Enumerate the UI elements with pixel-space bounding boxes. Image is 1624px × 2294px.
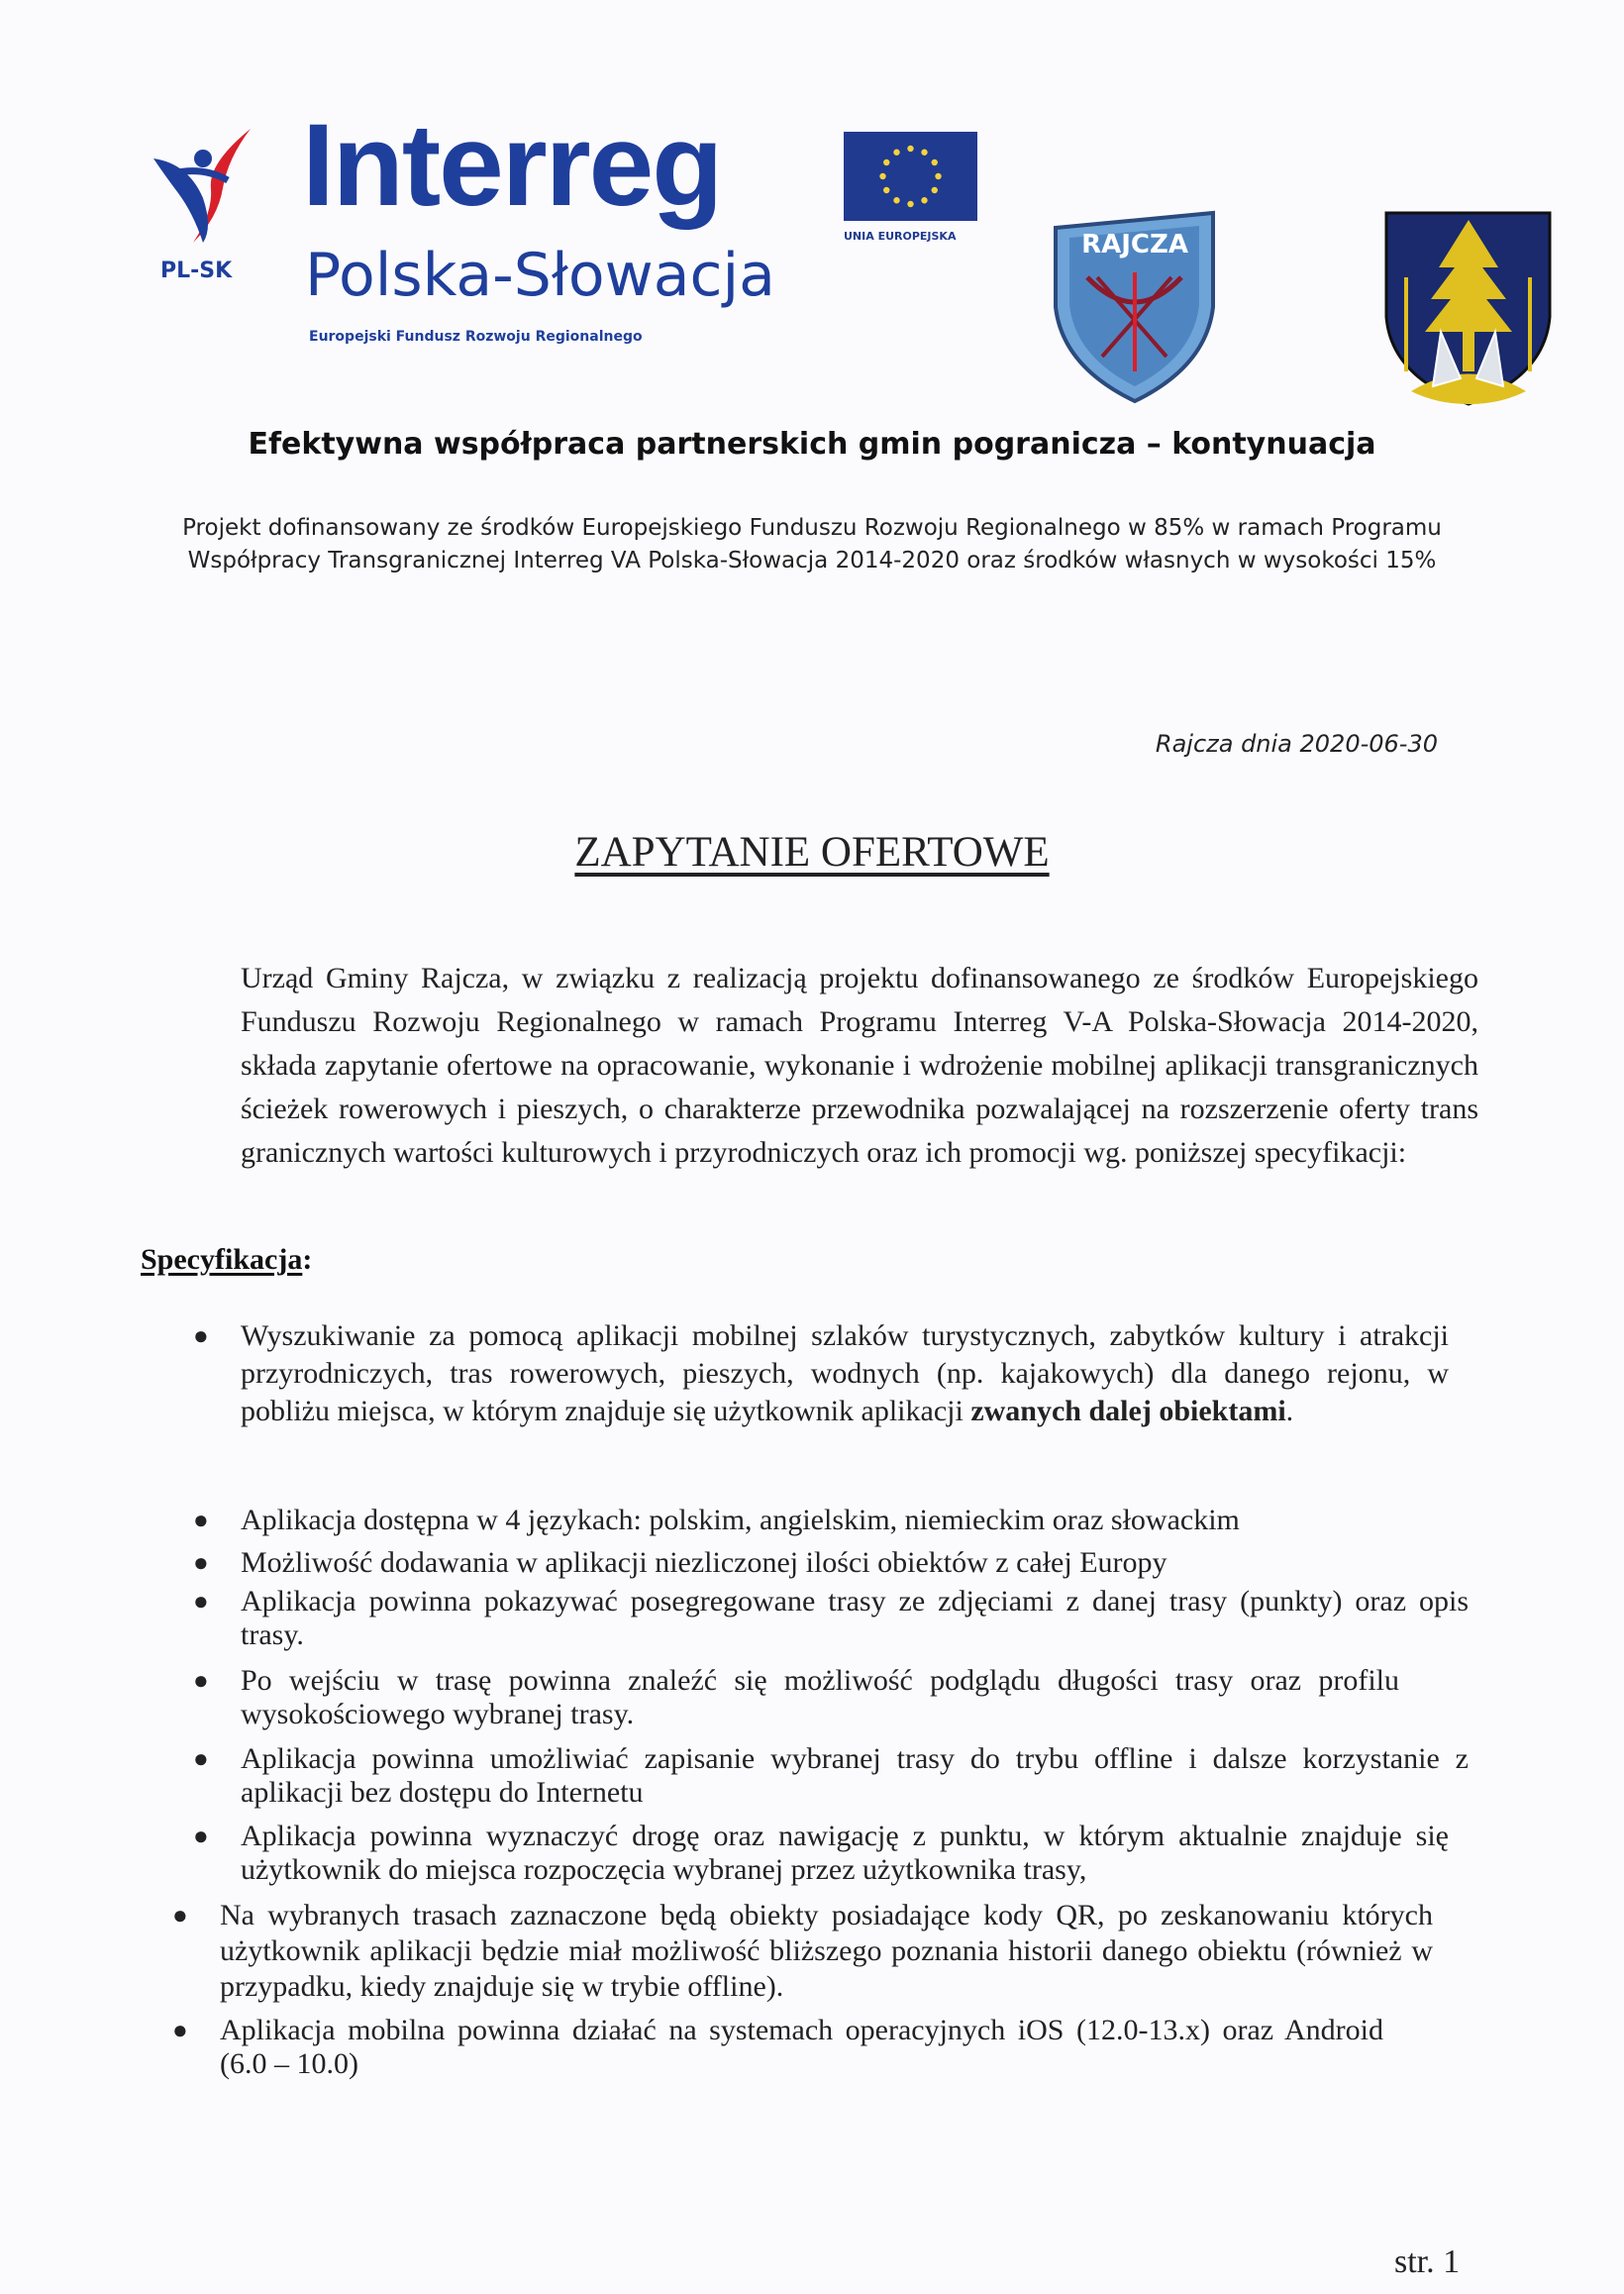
eu-star-icon <box>935 173 941 179</box>
spec-item-text: Na wybranych trasach zaznaczone będą obiekty posiadające kody QR, po zeskanowaniu których użytkownik aplikacji będzie miał możliwość bliższego poznania historii danego obiektu (również w przypadku, kiedy znajduje się w trybie offline). <box>220 1899 1433 2003</box>
programme-name: Polska-Słowacja <box>305 241 775 310</box>
spec-item <box>193 1664 1399 1731</box>
specification-heading-colon: : <box>302 1243 313 1276</box>
rajcza-shield-label: RAJCZA <box>1081 230 1188 260</box>
intro-paragraph: Urząd Gminy Rajcza, w związku z realizacją projektu dofinansowanego ze środków Europejskiego Funduszu Rozwoju Regionalnego w ramach Programu Interreg V-A Polska-Słowacja 2014-2020, składa zapytanie ofertowe na opracowanie, wykonanie i wdrożenie mobilnej aplikacji transgranicznych ścieżek rowerowych i pieszych, o charakterze przewodnika pozwalającej na rozszerzenie oferty trans granicznych wartości kulturowych i przyrodniczych oraz ich promocji wg. poniższej specyfikacji: <box>241 962 1478 1169</box>
eu-star-icon <box>907 146 913 152</box>
spec-item-after: . <box>1285 1395 1294 1427</box>
eu-star-icon <box>921 197 927 203</box>
bullet-icon: ● <box>193 1666 209 1695</box>
eu-star-icon <box>893 150 899 156</box>
eu-star-icon <box>883 187 889 193</box>
document-heading: ZAPYTANIE OFERTOWE <box>574 829 1050 876</box>
spec-item <box>193 1585 1469 1652</box>
spec-item <box>193 1317 1449 1430</box>
eu-star-icon <box>907 201 913 207</box>
bullet-icon: ● <box>193 1822 209 1850</box>
funding-statement: Projekt dofinansowany ze środków Europejskiego Funduszu Rozwoju Regionalnego w 85% w ramach Programu Współpracy Transgranicznej Interreg VA Polska-Słowacja 2014-2020 oraz środków własnych w wysokości 15% <box>182 515 1442 574</box>
spec-item-text: Wyszukiwanie za pomocą aplikacji mobilnej szlaków turystycznych, zabytków kultury i atrakcji przyrodniczych, tras rowerowych, pieszych, wodnych (np. kajakowych) dla danego rejonu, w pobliżu miejsca, w którym znajduje się użytkownik aplikacji <box>241 1319 1449 1427</box>
eu-star-icon <box>932 187 938 193</box>
spec-item-text: Aplikacja powinna wyznaczyć drogę oraz nawigację z punktu, w którym aktualnie znajduje się użytkownik do miejsca rozpoczęcia wybranej przez użytkownika trasy, <box>241 1820 1449 1886</box>
spec-item-text: Po wejściu w trasę powinna znaleźć się możliwość podglądu długości trasy oraz profilu wysokościowego wybranej trasy. <box>241 1664 1399 1730</box>
spec-item <box>193 1742 1469 1810</box>
bullet-icon: ● <box>193 1587 209 1616</box>
spec-item-text: Aplikacja powinna pokazywać posegregowane trasy ze zdjęciami z danej trasy (punkty) oraz opis trasy. <box>241 1585 1469 1651</box>
spec-item-text: Aplikacja powinna umożliwiać zapisanie wybranej trasy do trybu offline i dalsze korzystanie z aplikacji bez dostępu do Internetu <box>241 1742 1469 1809</box>
spec-item-text: Aplikacja dostępna w 4 językach: polskim, angielskim, niemieckim oraz słowackim <box>241 1504 1240 1536</box>
bullet-icon: ● <box>193 1744 209 1773</box>
spec-item-bold: zwanych dalej obiektami <box>970 1395 1286 1427</box>
interreg-logo <box>129 100 822 357</box>
bullet-icon: ● <box>172 1901 188 1929</box>
fund-name: Europejski Fundusz Rozwoju Regionalnego <box>309 329 643 345</box>
spec-item-text: Możliwość dodawania w aplikacji niezliczonej ilości obiektów z całej Europy <box>241 1546 1167 1579</box>
page-number: str. 1 <box>1394 2243 1461 2280</box>
interreg-wordmark: Interreg <box>302 100 722 231</box>
project-title: Efektywna współpraca partnerskich gmin pogranicza – kontynuacja <box>248 427 1376 462</box>
eu-star-icon <box>879 173 885 179</box>
spec-item <box>193 1820 1449 1887</box>
spec-item <box>193 1502 1469 1539</box>
pl-sk-symbol-icon <box>134 119 282 258</box>
eu-star-icon <box>921 150 927 156</box>
bullet-icon: ● <box>193 1321 209 1350</box>
rajcza-coat-of-arms-icon <box>1048 208 1221 406</box>
document-date: Rajcza dnia 2020-06-30 <box>1155 730 1438 758</box>
spec-item-text: Aplikacja mobilna powinna działać na systemach operacyjnych iOS (12.0-13.x) oraz Android (6.0 – 10.0) <box>220 2014 1383 2080</box>
spec-item <box>193 1544 1469 1582</box>
eu-star-icon <box>893 197 899 203</box>
eu-star-icon <box>883 159 889 165</box>
gmina-crest-icon <box>1381 208 1555 406</box>
bullet-icon: ● <box>193 1506 209 1534</box>
bullet-icon: ● <box>193 1548 209 1577</box>
pl-sk-label: PL-SK <box>160 259 233 283</box>
spec-item <box>172 1898 1433 2005</box>
specification-heading-text: Specyfikacja <box>141 1243 303 1276</box>
eu-label: UNIA EUROPEJSKA <box>844 230 957 243</box>
specification-heading <box>141 1243 312 1277</box>
spec-item <box>172 2014 1383 2081</box>
eu-flag-icon <box>844 132 977 221</box>
bullet-icon: ● <box>172 2016 188 2044</box>
eu-star-icon <box>932 159 938 165</box>
